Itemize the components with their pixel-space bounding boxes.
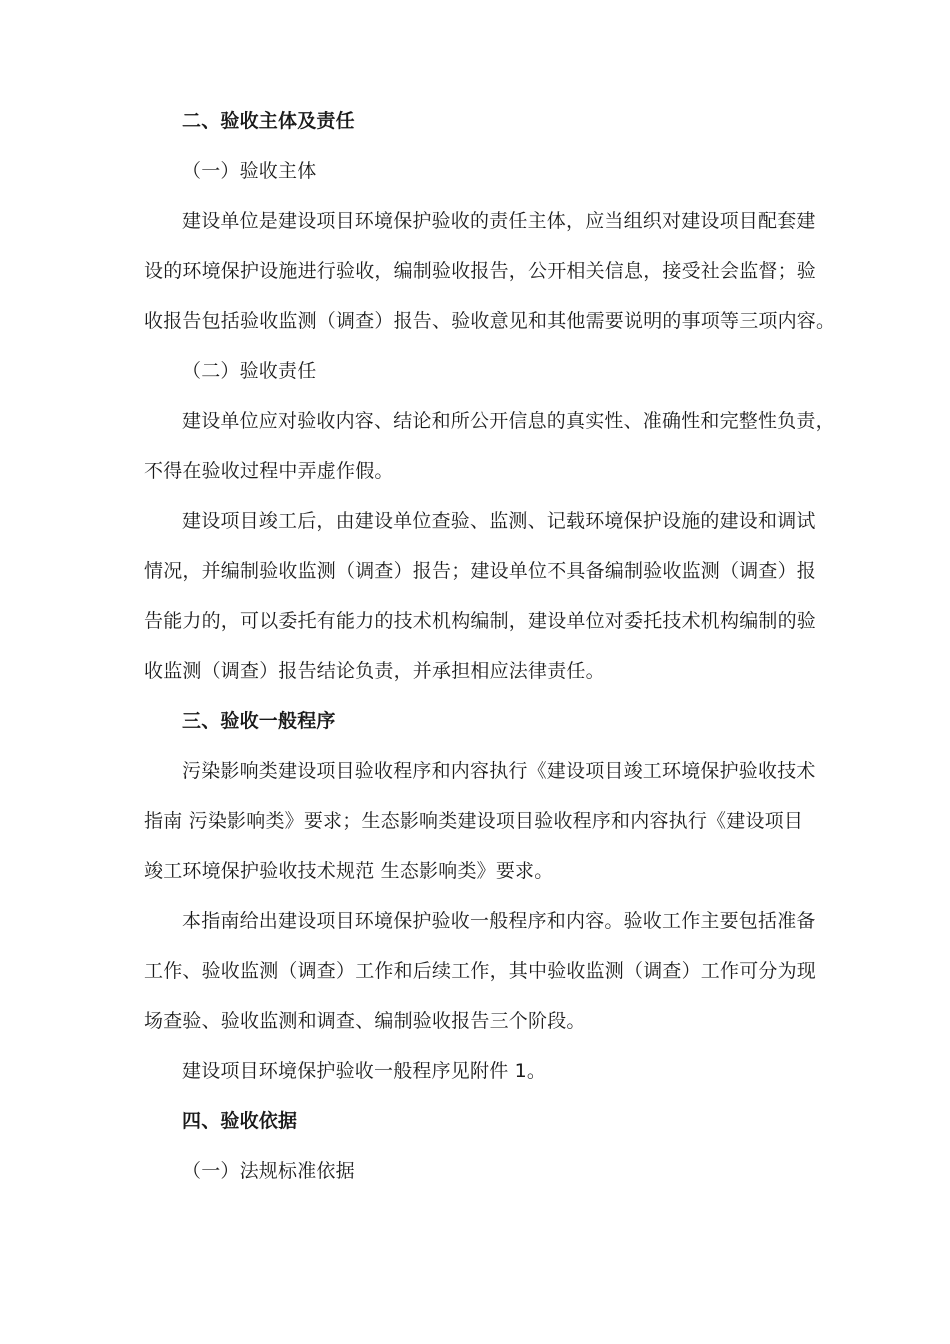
paragraph-acceptance-subject	[144, 196, 836, 346]
section-heading-3: 三、验收一般程序	[182, 710, 336, 732]
paragraph-line: 收报告包括验收监测（调查）报告、验收意见和其他需要说明的事项等三项内容。	[144, 310, 836, 332]
paragraph-line: 竣工环境保护验收技术规范 生态影响类》要求。	[144, 860, 554, 882]
paragraph-line: 告能力的，可以委托有能力的技术机构编制，建设单位对委托技术机构编制的验	[144, 610, 817, 632]
paragraph-line: 污染影响类建设项目验收程序和内容执行《建设项目竣工环境保护验收技术	[182, 760, 816, 782]
document-body	[144, 96, 836, 1196]
subheading-acceptance-responsibility: （二）验收责任	[182, 360, 317, 382]
paragraph-line: 情况，并编制验收监测（调查）报告；建设单位不具备编制验收监测（调查）报	[144, 560, 817, 582]
paragraph-line: 工作、验收监测（调查）工作和后续工作，其中验收监测（调查）工作可分为现	[144, 960, 817, 982]
subheading-acceptance-subject: （一）验收主体	[182, 160, 317, 182]
paragraph-procedure-types	[144, 746, 816, 896]
paragraph-appendix-reference: 建设项目环境保护验收一般程序见附件 1。	[182, 1060, 547, 1082]
paragraph-line: 不得在验收过程中弄虚作假。	[144, 460, 394, 482]
paragraph-line: 建设项目竣工后，由建设单位查验、监测、记载环境保护设施的建设和调试	[182, 510, 816, 532]
paragraph-line: 场查验、验收监测和调查、编制验收报告三个阶段。	[144, 1010, 586, 1032]
paragraph-line: 收监测（调查）报告结论负责，并承担相应法律责任。	[144, 660, 605, 682]
section-heading-2: 二、验收主体及责任	[182, 110, 355, 132]
paragraph-line: 建设单位应对验收内容、结论和所公开信息的真实性、准确性和完整性负责，	[182, 410, 835, 432]
paragraph-completion	[144, 496, 816, 696]
paragraph-line: 建设单位是建设项目环境保护验收的责任主体，应当组织对建设项目配套建	[182, 210, 816, 232]
paragraph-line: 本指南给出建设项目环境保护验收一般程序和内容。验收工作主要包括准备	[182, 910, 816, 932]
paragraph-line: 设的环境保护设施进行验收，编制验收报告，公开相关信息，接受社会监督；验	[144, 260, 817, 282]
subheading-regulatory-basis: （一）法规标准依据	[182, 1160, 355, 1182]
section-heading-4: 四、验收依据	[182, 1110, 298, 1132]
paragraph-line: 指南 污染影响类》要求；生态影响类建设项目验收程序和内容执行《建设项目	[144, 810, 804, 832]
paragraph-procedure-content	[144, 896, 816, 1046]
paragraph-responsibility	[144, 396, 835, 496]
